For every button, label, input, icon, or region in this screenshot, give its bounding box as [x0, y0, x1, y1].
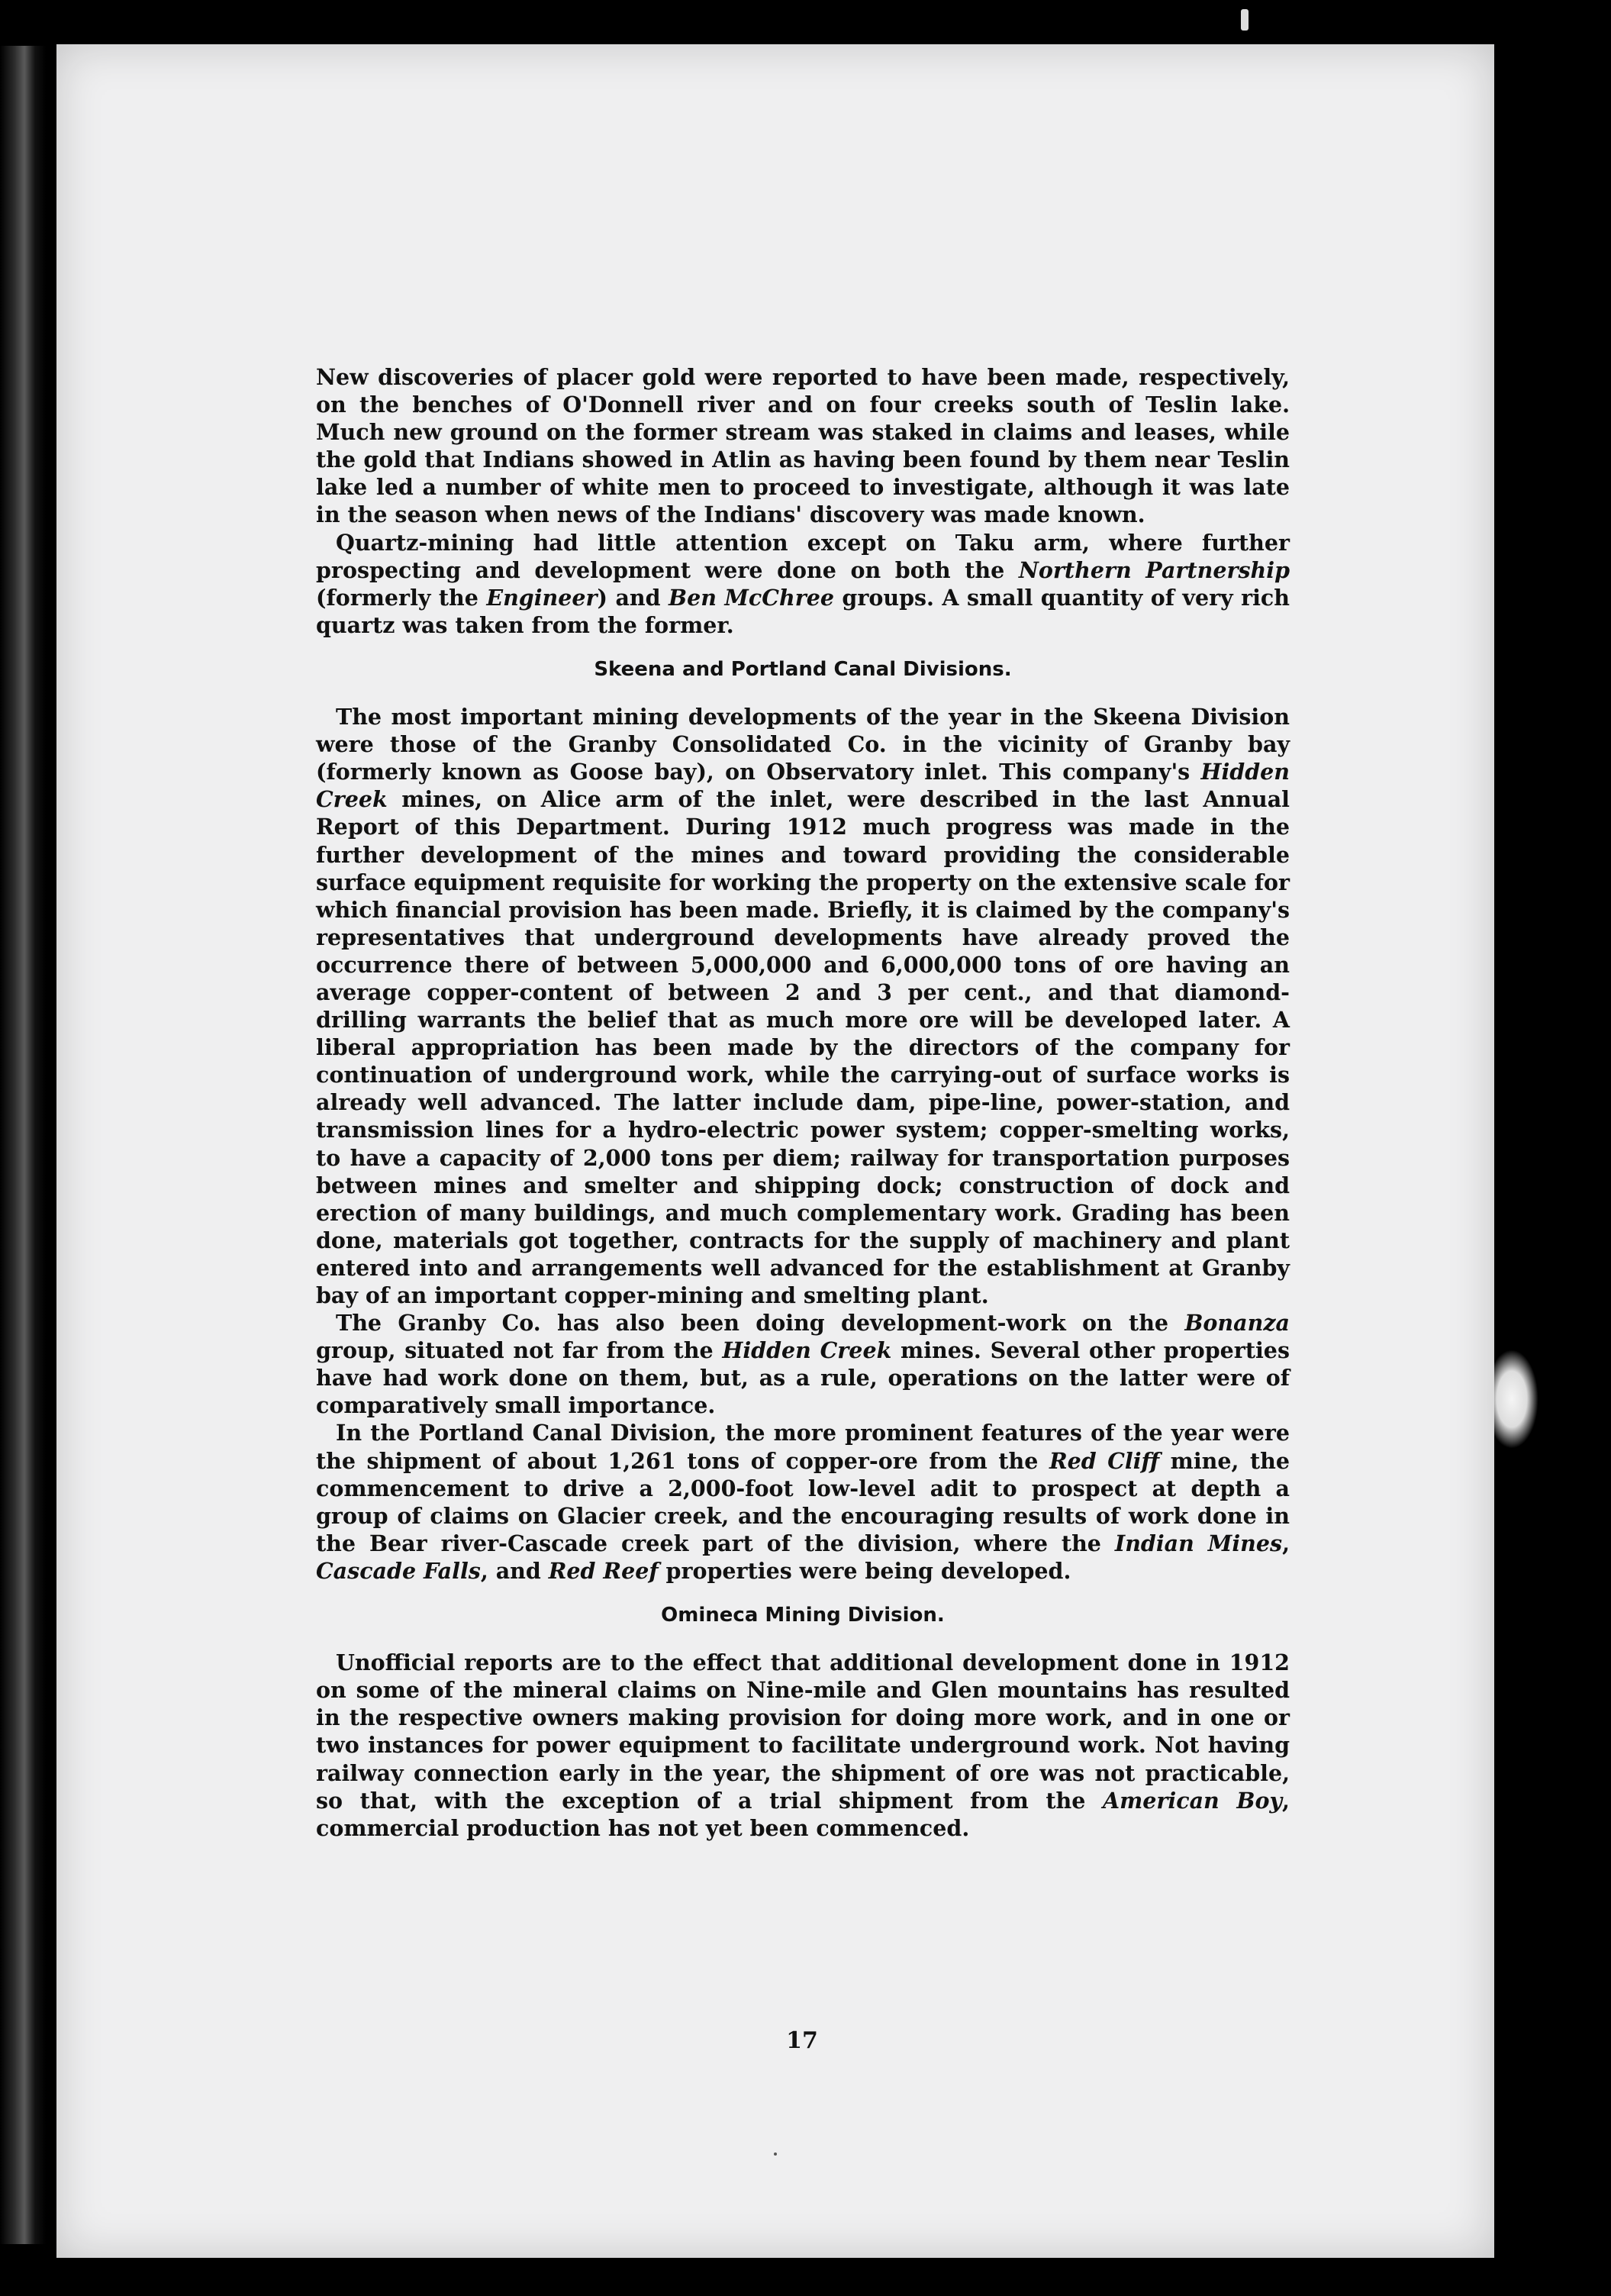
paragraph-portland-canal [316, 1419, 1290, 1585]
paragraph-placer-gold: New discoveries of placer gold were reported to have been made, respectively, on the benches of O'Donnell river and on four creeks south of Teslin lake. Much new ground on the former stream was staked in claims and leases, while the gold that Indians showed in Atlin as having been found by them near Teslin lake led a number of white men to proceed to investigate, although it was late in the season when news of the Indians' discovery was made known. [316, 364, 1290, 528]
text-run: (formerly the [316, 584, 487, 611]
text-run: group, situated not far from the [316, 1337, 723, 1364]
text-run: The Granby Co. has also been doing development-work on the [336, 1310, 1185, 1337]
text-run: mine, the commencement to drive a 2,000-foot low-level adit to prospect at depth a group of claims on Glacier creek, and the encouraging results of work done in the Bear river-Cascade creek part of the division, where the [316, 1447, 1290, 1556]
page-number: 17 [786, 2027, 818, 2054]
property-name: Indian Mines [1114, 1530, 1283, 1556]
group-name: Northern Partnership [1018, 556, 1290, 583]
text-run: , [1282, 1530, 1290, 1556]
adjacent-page-edge [0, 46, 56, 2244]
paragraph-granby [316, 1309, 1290, 1419]
text-run: mines, on Alice arm of the inlet, were described in the last Annual Report of this Department. During 1912 much progress was made in the further development of the mines and toward providing the considerable surface equipment requisite for working the property on the extensive scale for which financial provision has been made. Briefly, it is claimed by the company's representatives that underground developments have already proved the occurrence there of between 5,000,000 and 6,000,000 tons of ore having an average copper-content of between 2 and 3 per cent., and that diamond-drilling warrants the belief that as much more ore will be developed later. A liberal appropriation has been made by the directors of the company for continuation of underground work, while the carrying-out of surface works is already well advanced. The latter include dam, pipe-line, power-station, and transmission lines for a hydro-electric power system; copper-smelting works, to have a capacity of 2,000 tons per diem; railway for transportation purposes between mines and smelter and shipping dock; construction of dock and erection of many buildings, and much complementary work. Grading has been done, materials got together, contracts for the supply of machinery and plant entered into and arrangements well advanced for the establishment at Granby bay of an important copper-mining and smelting plant. [316, 786, 1290, 1308]
text-run: In the Portland Canal Division, the more prominent features of the year were the shipment of about 1,261 tons of copper-ore from the [316, 1420, 1290, 1474]
text-run: Unofficial reports are to the effect that additional development done in 1912 on some of the mineral claims on Nine-mile and Glen mountains has resulted in the respective owners making provision for doing more work, and in one or two instances for power equipment to facilitate underground work. Not having railway connection early in the year, the shipment of ore was not practicable, so that, with the exception of a trial shipment from the [316, 1649, 1290, 1814]
text-run: Quartz-mining had little attention except on Taku arm, where further prospecting and development were done on both the [316, 529, 1290, 583]
scan-speck [774, 2152, 777, 2156]
text-run: , commercial production has not yet been commenced. [316, 1787, 1290, 1841]
mine-name: Hidden Creek [316, 759, 1290, 813]
paragraph-omineca [316, 1649, 1290, 1842]
mine-name: American Boy [1102, 1787, 1283, 1814]
paragraph-quartz-mining [316, 529, 1290, 639]
document-page [56, 44, 1494, 2258]
text-run: properties were being developed. [658, 1557, 1071, 1584]
mine-name: Hidden Creek [722, 1337, 892, 1364]
section-heading-skeena: Skeena and Portland Canal Divisions. [594, 657, 1012, 681]
text-run: groups. A small quantity of very rich quartz was taken from the former. [316, 584, 1290, 638]
scan-blotch [1485, 1350, 1539, 1449]
mine-name: Red Cliff [1049, 1447, 1160, 1474]
text-run: The most important mining developments of the year in the Skeena Division were those of the Granby Consolidated Co. in the vicinity of Granby bay (formerly known as Goose bay), on Observatory inlet. This company's [316, 704, 1290, 785]
scan-corner-mark [1241, 9, 1249, 31]
property-name: Red Reef [548, 1557, 659, 1584]
text-run: ) and [597, 584, 669, 611]
body-text [316, 363, 1290, 1842]
property-name: Cascade Falls [316, 1557, 481, 1584]
text-run: , and [480, 1557, 549, 1584]
paragraph-skeena [316, 703, 1290, 1309]
group-name: Bonanza [1184, 1310, 1290, 1337]
group-name: Ben McChree [669, 584, 834, 611]
section-heading-omineca: Omineca Mining Division. [661, 1604, 945, 1627]
group-name: Engineer [486, 584, 598, 611]
text-run: mines. Several other properties have had work done on them, but, as a rule, operations on the latter were of comparatively small importance. [316, 1337, 1290, 1419]
